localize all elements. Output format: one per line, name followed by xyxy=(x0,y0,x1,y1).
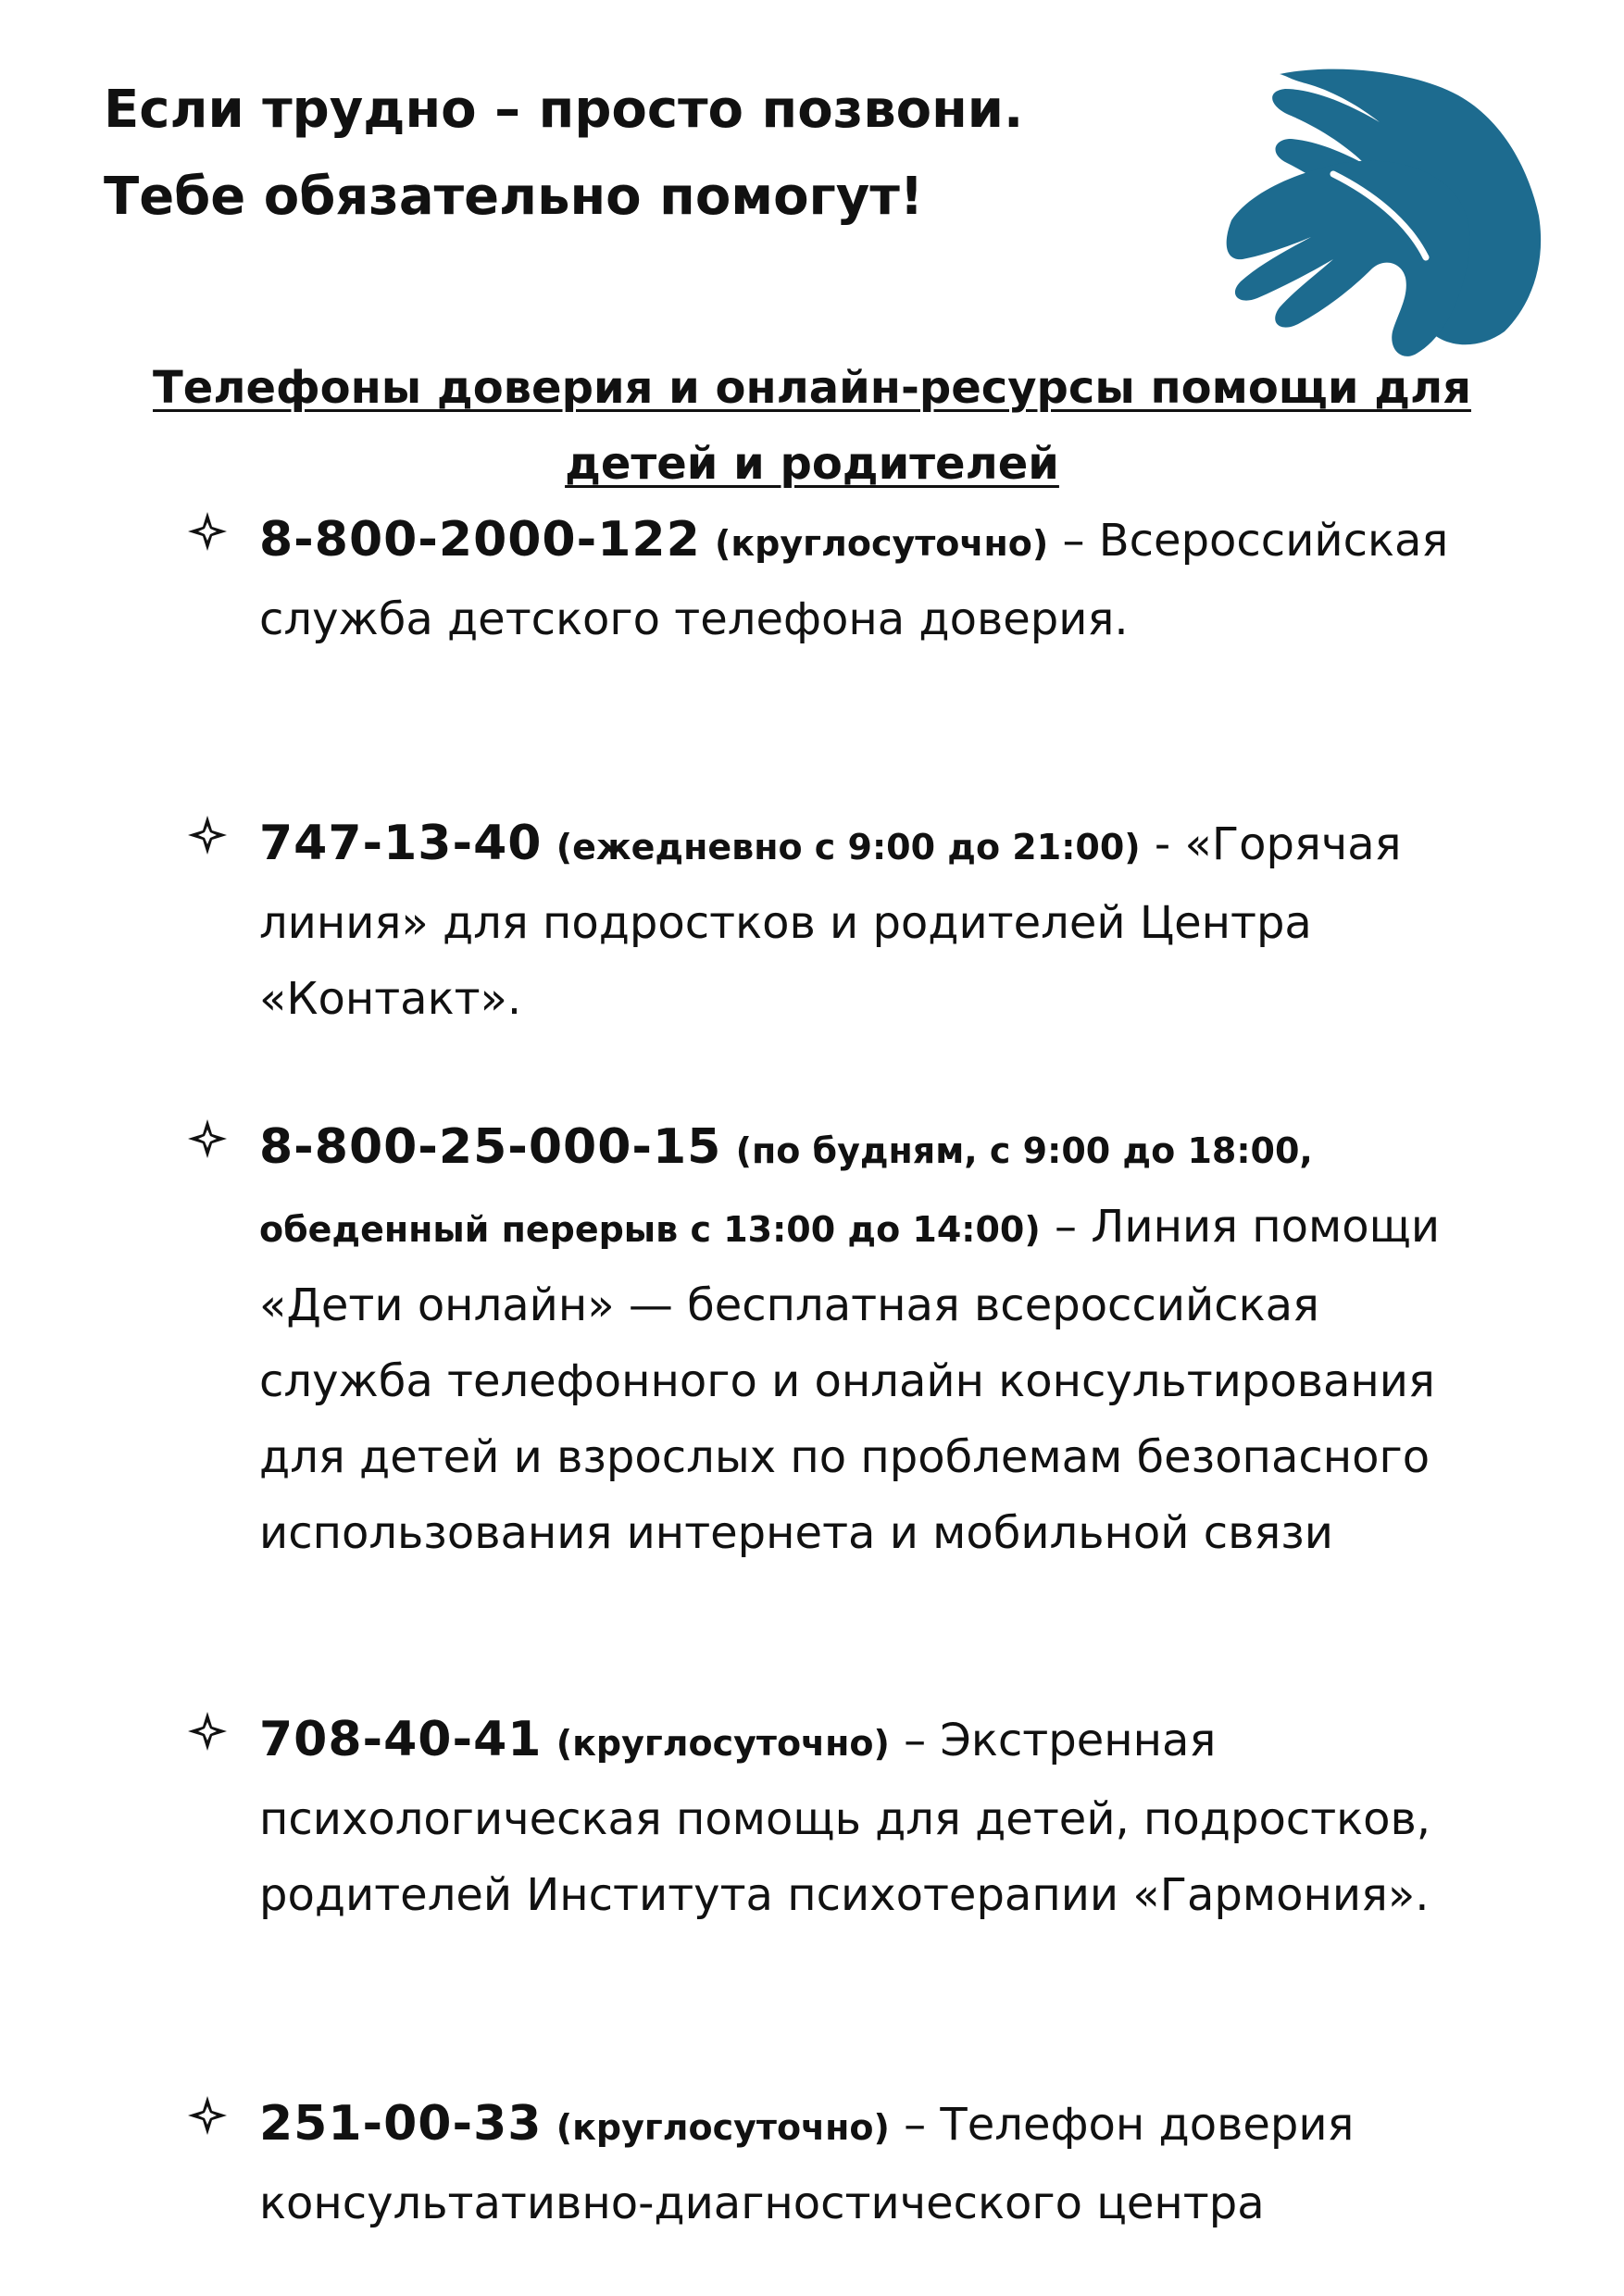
phone-number[interactable]: 251-00-33 xyxy=(259,2096,543,2152)
hotline-text xyxy=(259,502,1502,657)
description: Линия помощи «Дети онлайн» — бесплатная всероссийская служба телефонного и онлайн консультирования для детей и взрослых по проблемам безопасного использования интернета и мобильной связи xyxy=(259,1201,1441,1559)
hotline-item xyxy=(187,1109,1502,1571)
diamond-bullet-icon xyxy=(187,1711,228,1752)
hotline-item xyxy=(187,805,1502,1037)
hotline-text xyxy=(259,1109,1502,1571)
hotline-text xyxy=(259,805,1502,1037)
description: Телефон доверия консультативно-диагностического центра xyxy=(259,2099,1355,2229)
diamond-bullet-icon xyxy=(187,1118,228,1159)
schedule: (круглосуточно) xyxy=(556,2107,890,2148)
schedule: (круглосуточно) xyxy=(556,1723,890,1764)
diamond-bullet-icon xyxy=(187,815,228,855)
separator: – xyxy=(889,2099,927,2151)
separator: – xyxy=(1040,1201,1078,1253)
separator: – xyxy=(1048,515,1085,567)
schedule: (круглосуточно) xyxy=(715,523,1049,564)
diamond-bullet-icon xyxy=(187,511,228,552)
headline-line-1: Если трудно – просто позвони. xyxy=(104,80,1024,140)
hotline-item xyxy=(187,1702,1502,1933)
phone-number[interactable]: 747-13-40 xyxy=(259,816,543,871)
schedule: (ежедневно с 9:00 до 21:00) xyxy=(556,827,1141,867)
schedule: (по будням, с 9:00 до 18:00, обеденный перерыв с 13:00 до 14:00) xyxy=(259,1130,1313,1250)
hotline-text xyxy=(259,1702,1502,1933)
description: Экстренная психологическая помощь для детей, подростков, родителей Института психотерапии «Гармония». xyxy=(259,1715,1431,1921)
hotline-text xyxy=(259,2086,1502,2241)
phone-number[interactable]: 8-800-25-000-15 xyxy=(259,1119,722,1175)
phone-number[interactable]: 8-800-2000-122 xyxy=(259,512,701,568)
separator: - xyxy=(1140,818,1171,870)
section-title: Телефоны доверия и онлайн-ресурсы помощи для детей и родителей xyxy=(153,362,1471,490)
headline-line-2: Тебе обязательно помогут! xyxy=(104,167,924,227)
description: «Горячая линия» для подростков и родителей Центра «Контакт». xyxy=(259,818,1402,1025)
hotline-item xyxy=(187,502,1502,657)
diamond-bullet-icon xyxy=(187,2095,228,2136)
phone-number[interactable]: 708-40-41 xyxy=(259,1712,543,1767)
description: Всероссийская служба детского телефона доверия. xyxy=(259,515,1449,645)
hotline-item xyxy=(187,2086,1502,2241)
separator: – xyxy=(889,1715,927,1766)
